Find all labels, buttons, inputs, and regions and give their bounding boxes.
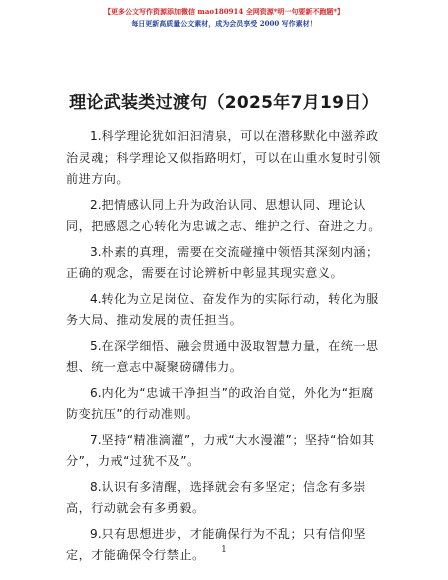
item-text: 只有思想进步，才能确保行为不乱；只有信仰坚定，才能确保令行禁止。 (66, 526, 367, 562)
page-number: 1 (221, 545, 227, 555)
list-item (66, 383, 384, 426)
item-number: 3. (90, 244, 102, 259)
list-item (66, 195, 384, 238)
sentence-list (66, 126, 384, 571)
item-number: 8. (90, 479, 102, 494)
item-number: 2. (90, 197, 102, 212)
item-text: 在深学细悟、融会贯通中汲取智慧力量，在统一思想、统一意志中凝聚磅礴伟力。 (66, 338, 379, 374)
promo-banner-line-2: 每日更新高质量公文素材，成为会员享受 2000 写作素材！ (131, 19, 317, 28)
item-number: 7. (90, 432, 102, 447)
item-text: 朴素的真理，需要在交流碰撞中领悟其深刻内涵；正确的观念，需要在讨论辨析中彰显其现实意义。 (66, 244, 379, 280)
list-item (66, 242, 384, 285)
list-item (66, 336, 384, 379)
item-number: 6. (90, 385, 102, 400)
item-text: 把情感认同上升为政治认同、思想认同、理论认同，把感恩之心转化为忠诚之志、维护之行、奋进之力。 (66, 197, 381, 233)
document-title: 理论武装类过渡句（2025年7月19日） (69, 93, 379, 113)
item-number: 1. (90, 129, 102, 143)
promo-banner (0, 6, 448, 30)
item-text: 科学理论犹如汩汩清泉，可以在潜移默化中滋养政治灵魂；科学理论又似指路明灯，可以在山重水复时引领前进方向。 (66, 129, 381, 186)
item-text: 内化为“忠诚干净担当”的政治自觉，外化为“拒腐防变抗压”的行动准则。 (66, 385, 374, 421)
list-item (66, 289, 384, 332)
list-item (66, 477, 384, 520)
list-item (66, 126, 384, 191)
promo-banner-line-1: 【更多公文写作资源添加微信 mao180914 全网资源*明一句要新不跑题*】 (103, 7, 345, 16)
item-text: 坚持“精准滴灌”，力戒“大水漫灌”；坚持“恰如其分”，力戒“过犹不及”。 (66, 432, 375, 468)
list-item (66, 430, 384, 473)
item-number: 4. (90, 291, 102, 306)
item-text: 认识有多清醒，选择就会有多坚定；信念有多崇高，行动就会有多勇毅。 (66, 479, 367, 515)
item-text: 转化为立足岗位、奋发作为的实际行动，转化为服务大局、推动发展的责任担当。 (66, 291, 379, 327)
item-number: 9. (90, 526, 102, 541)
item-number: 5. (90, 338, 102, 353)
